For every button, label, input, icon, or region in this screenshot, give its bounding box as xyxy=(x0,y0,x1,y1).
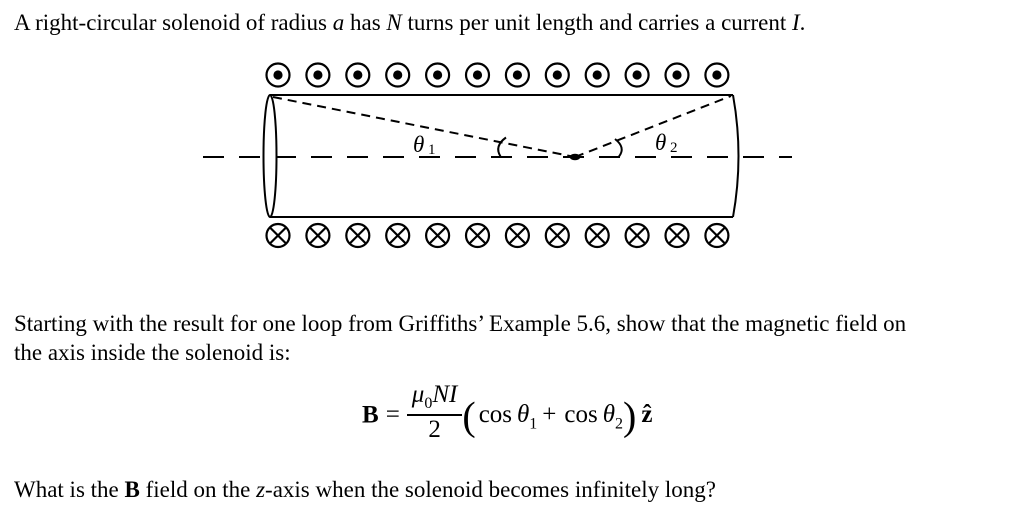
question-text: What is the xyxy=(14,477,125,502)
z-hat-unit-vector: ẑ xyxy=(641,401,653,429)
intro-text: . xyxy=(799,10,806,35)
problem-body-line1: Starting with the result for one loop from Griffiths’ Example 5.6, show that the magnetic field on xyxy=(14,311,907,336)
intro-text: A right-circular solenoid of radius xyxy=(14,10,333,35)
question-text: -axis when the solenoid becomes infinitely long? xyxy=(265,477,716,502)
NI-term: NI xyxy=(432,381,458,408)
var-N: N xyxy=(386,10,402,35)
theta2-sub: 2 xyxy=(615,415,624,433)
theta1-subscript: 1 xyxy=(428,142,436,158)
equals-sign: = xyxy=(385,401,400,429)
cylinder-right-edge xyxy=(733,95,739,217)
problem-question xyxy=(14,477,716,503)
mu-subscript: 0 xyxy=(424,395,433,412)
cos-function: cos xyxy=(564,401,598,429)
current-out-row xyxy=(267,64,729,87)
dot-glyph xyxy=(633,70,642,79)
fraction-numerator xyxy=(407,382,463,416)
dot-glyph xyxy=(593,70,602,79)
intro-text: has xyxy=(344,10,387,35)
dot-glyph xyxy=(513,70,522,79)
theta1-angle-arc xyxy=(498,138,506,157)
theta2-label: θ xyxy=(655,130,667,155)
right-paren: ) xyxy=(623,393,637,439)
var-a: a xyxy=(332,10,345,35)
left-paren: ( xyxy=(462,393,476,439)
dot-glyph xyxy=(393,70,402,79)
cos-function: cos xyxy=(478,401,513,429)
theta2-symbol: θ xyxy=(602,401,616,429)
mu-symbol: μ xyxy=(411,381,425,408)
question-text: field on the xyxy=(139,477,257,502)
theta1-sub: 1 xyxy=(529,415,538,433)
dot-glyph xyxy=(712,70,721,79)
field-formula xyxy=(362,381,653,447)
intro-text: turns per unit length and carries a current xyxy=(401,10,792,35)
theta1-label: θ xyxy=(413,132,425,157)
theta1-symbol: θ xyxy=(517,401,530,429)
B-vector-bold: B xyxy=(124,477,140,502)
theta2-subscript: 2 xyxy=(670,140,678,156)
plus-sign: + xyxy=(542,401,557,429)
dot-glyph xyxy=(672,70,681,79)
formula-B-vector: B xyxy=(362,401,379,429)
dot-glyph xyxy=(553,70,562,79)
formula-fraction xyxy=(407,382,463,443)
fraction-denominator: 2 xyxy=(428,415,441,443)
field-point-dot xyxy=(570,154,581,160)
dot-glyph xyxy=(473,70,482,79)
current-into-row xyxy=(267,224,729,247)
z-variable: z xyxy=(256,477,266,502)
ray-to-right-rim xyxy=(575,96,731,157)
dot-glyph xyxy=(273,70,282,79)
dot-glyph xyxy=(313,70,322,79)
dot-glyph xyxy=(353,70,362,79)
problem-body-line2: the axis inside the solenoid is: xyxy=(14,340,291,365)
cylinder-left-face xyxy=(264,95,277,217)
dot-glyph xyxy=(433,70,442,79)
theta2-angle-arc xyxy=(615,139,622,157)
var-I: I xyxy=(791,10,800,35)
